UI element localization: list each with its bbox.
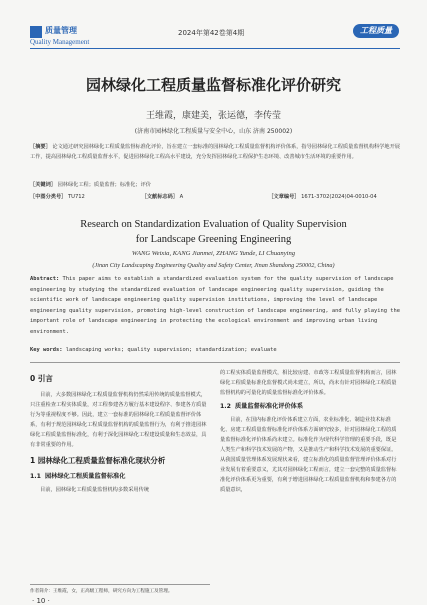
- journal-name-en: Quality Management: [30, 38, 90, 46]
- abstract-cn-label: ［摘要］: [30, 144, 51, 150]
- article-no-value: 1671-3702(2024)04-0010-04: [301, 194, 377, 200]
- english-abstract-text: This paper aims to establish a standardized evaluation system for the quality supervision of landscape engineering by studying the standardized evaluation of landscape engineering quality supervision, guiding the scientific work of landscape engineering quality supervision institutions, improving the level of landscape engineering quality supervision, promoting high-level construction of landscape engineering, and fully playing the important role of landscape engineering in protecting the ecological environment and improving urban living environment.: [30, 276, 400, 335]
- abstract-cn-text: 论文通过研究园林绿化工程质量监督标准化评价，旨在建立一套标准的园林绿化工程质量监督机构评价体系，指导园林绿化工程质量监督机构科学地开展工作，提高园林绿化工程质量监督水平，促进园林绿化工程高水平建设，充分发挥园林绿化工程保护生态环境、改善城市生活环境的重要作用。: [30, 144, 400, 160]
- keywords-cn: [30, 181, 400, 188]
- footnote-divider: [30, 584, 210, 585]
- english-keywords: [30, 347, 400, 353]
- english-keywords-label: Key words:: [30, 347, 63, 353]
- english-title: [0, 217, 427, 247]
- english-affiliation: (Jinan City Landscaping Engineering Quality and Safety Center, Jinan Shandong 250002, China): [92, 262, 335, 269]
- right-column: [220, 368, 400, 495]
- brand-mark-icon: 工程质量: [353, 24, 399, 38]
- clc-label: ［中图分类号］: [30, 194, 67, 200]
- keywords-cn-text: 园林绿化工程；质量监督；标准化；评价: [57, 182, 151, 188]
- english-keywords-text: landscaping works; quality supervision; standardization; evaluate: [65, 347, 277, 353]
- section-1-heading: 1 园林绿化工程质量监督标准化现状分析: [30, 456, 166, 465]
- section-1-1-text: 目前，园林绿化工程质量监督机构多数采用传统: [40, 487, 149, 493]
- header-divider: [30, 48, 400, 49]
- section-1-1-heading: [30, 472, 210, 482]
- section-1-2-number: 1.2: [220, 403, 231, 410]
- clc-value: TU712: [67, 194, 85, 200]
- article-title: 园林绿化工程质量监督标准化评价研究: [85, 76, 341, 94]
- article-affiliation: (济南市园林绿化工程质量与安全中心，山东 济南 250002): [134, 128, 293, 135]
- journal-header: [0, 0, 427, 46]
- doc-code-label: ［文献标志码］: [141, 194, 178, 200]
- english-title-line1: Research on Standardization Evaluation of Quality Supervision: [80, 219, 347, 230]
- english-abstract: [30, 274, 400, 337]
- section-1-1-number: 1.1: [30, 473, 41, 480]
- english-authors: WANG Weixia, KANG Jianmei, ZHANG Yunde, LI Chuanying: [131, 250, 296, 257]
- article-authors: 王维霞，康建美，张运德，李传莹: [145, 111, 281, 121]
- author-footnote: 作者简介：王维霞，女，正高级工程师，研究方向为工程施工及管理。: [30, 589, 173, 594]
- journal-name-cn: 质量管理: [45, 26, 77, 35]
- page-number: · 10 ·: [32, 597, 50, 605]
- journal-logo-icon: [30, 26, 42, 38]
- right-column-continued-text: 的工程实体质量监督模式，相比较房建、市政等工程质量监督机构而言，园林绿化工程质量标准化监督模式尚未建立，所以，尚未有针对园林绿化工程质量监督机构的可量化的质量监督标准化评价体系。: [220, 370, 397, 396]
- abstract-divider: [30, 362, 400, 363]
- section-1-1-title: 园林绿化工程质量监督标准化: [44, 473, 126, 480]
- english-title-line2: for Landscape Greening Engineering: [135, 234, 292, 245]
- keywords-cn-label: ［关键词］: [30, 182, 56, 188]
- section-1-2-heading: [220, 402, 400, 412]
- section-1-2-title: 质量监督标准化评价体系: [234, 403, 304, 410]
- article-no-label: ［文章编号］: [268, 194, 300, 200]
- abstract-cn: [30, 143, 400, 162]
- section-0-text: 目前，大多数园林绿化工程质量监督机构仍然采用传统的质量监督模式，只注重检查工程实体质量，对工程参建各方履行基本建设程序、参建各方质量行为等重视程度不够。因此，建立一套标准的园林绿化工程质量监督评价体系，有利于规范园林绿化工程质量监督机构的质量监督行为，有利于推进园林绿化工程质量监督标准化，有利于深化园林绿化工程建设质量和生态效益，具有非常重要的作用。: [30, 392, 207, 448]
- english-abstract-label: Abstract:: [30, 276, 60, 282]
- section-1-2-text: 目前，在国内标准化评价体系建立方面，农业标准化、制造业技术标准化、房建工程质量监督标准化评价体系方面研究较多，针对园林绿化工程的质量监督标准化评价体系尚未建立。标准化作为现代科学管理的重要手段，既是人类生产和科学技术发展的产物，又是推动生产和科学技术发展的重要保证。从我国质量管理体系发展现状来看，建立标准化的质量监督管理评价体系对行业发展有着重要意义，尤其对园林绿化工程而言，建立一套完整的质量监督标准化评价体系更为重要，有利于增进园林绿化工程质量监督机构和参建各方的质量意识，: [220, 417, 397, 493]
- issue-info: 2024年第42卷第4期: [178, 29, 245, 37]
- doc-code-value: A: [179, 194, 184, 200]
- section-0-heading: 0 引言: [30, 374, 53, 383]
- article-meta: [30, 193, 400, 200]
- left-column: [30, 368, 210, 495]
